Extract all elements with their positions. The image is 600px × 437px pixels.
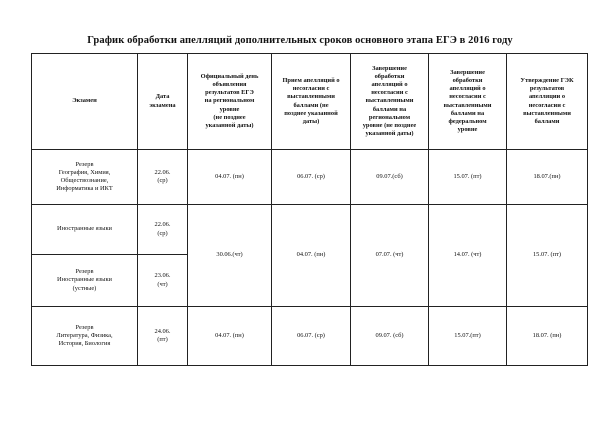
table-row [32,205,588,255]
cell-exam-date: 23.06. (чт) [138,255,188,307]
cell-exam-date: 22.06. (ср) [138,150,188,205]
cell-federal-completion: 14.07. (чт) [429,205,507,307]
table-row [32,150,588,205]
cell-gek-approval: 18.07. (пн) [507,307,588,366]
cell-regional-completion: 09.07. (сб) [351,307,429,366]
cell-official-day: 04.07. (пн) [188,307,272,366]
header-federal-completion: Завершение обработки апелляций о несогласии с выставленными баллами на федеральном уровне [429,54,507,150]
header-exam: Экзамен [32,54,138,150]
cell-gek-approval: 18.07.(пн) [507,150,588,205]
cell-exam: Резерв Иностранные языки (устные) [32,255,138,307]
cell-exam: Резерв География, Химия, Обществознание, Информатика и ИКТ [32,150,138,205]
header-row [32,54,588,150]
header-gek-approval: Утверждение ГЭК результатов апелляции о несогласии с выставленными баллами [507,54,588,150]
header-exam-date: Дата экзамена [138,54,188,150]
cell-federal-completion: 15.07.(пт) [429,307,507,366]
cell-official-day: 30.06.(чт) [188,205,272,307]
document-title: График обработки апелляций дополнительных сроков основного этапа ЕГЭ в 2016 году [87,35,513,46]
cell-appeal-accept: 04.07. (пн) [272,205,351,307]
cell-exam-date: 24.06. (пт) [138,307,188,366]
header-regional-completion: Завершение обработки апелляций о несогласии с выставленными баллами на региональном уровне (не позднее указанной даты) [351,54,429,150]
header-appeal-accept: Прием апелляций о несогласии с выставленными баллами (не позднее указанной даты) [272,54,351,150]
cell-federal-completion: 15.07. (пт) [429,150,507,205]
cell-appeal-accept: 06.07. (ср) [272,150,351,205]
cell-exam: Резерв Литература, Физика, История, Биология [32,307,138,366]
cell-regional-completion: 07.07. (чт) [351,205,429,307]
header-official-day: Официальный день объявления результатов ЕГЭ на региональном уровне (не позднее указанной даты) [188,54,272,150]
cell-gek-approval: 15.07. (пт) [507,205,588,307]
appeals-schedule-table [31,53,588,366]
cell-appeal-accept: 06.07. (ср) [272,307,351,366]
cell-exam-date: 22.06. (ср) [138,205,188,255]
cell-regional-completion: 09.07.(сб) [351,150,429,205]
table-row [32,307,588,366]
cell-official-day: 04.07. (пн) [188,150,272,205]
cell-exam: Иностранные языки [32,205,138,255]
